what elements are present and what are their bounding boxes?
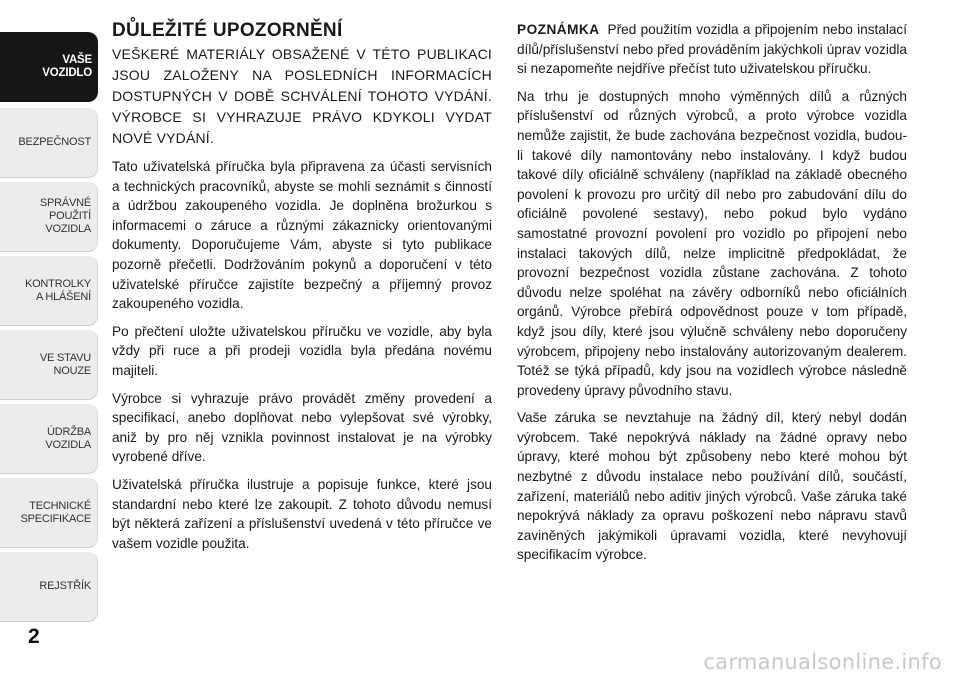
section-heading: DŮLEŽITÉ UPOZORNĚNÍ (112, 20, 343, 41)
tab-spravne-pouziti-vozidla[interactable] (0, 182, 98, 252)
section-sidebar (0, 0, 100, 678)
paragraph: Uživatelská příručka ilustruje a popisuje funkce, které jsou standardní nebo které lze zakoupit. Z tohoto důvodu nemusí být některá zařízení a příslušenství uvedená v této příručce ve vašem vozidle použita. (112, 476, 492, 551)
tab-label: VE STAVU NOUZE (39, 351, 91, 377)
note-text: Před použitím vozidla a připojením nebo instalací dílů/příslušenství nebo před prováděním jakýchkoli úprav vozidla si nezapomeňte nejdříve přečíst tuto uživatelskou příručku. (517, 22, 907, 77)
page-number: 2 (28, 625, 40, 648)
tab-technicke-specifikace[interactable] (0, 478, 98, 548)
tab-label: REJSTŘÍK (39, 580, 91, 592)
paragraph: Po přečtení uložte uživatelskou příručku ve vozidle, aby byla vždy při ruce a při prodeji vozidla byla předána novému majiteli. (112, 323, 492, 378)
paragraph: Výrobce si vyhrazuje právo provádět změny provedení a specifikací, anebo doplňovat nebo vylepšovat své výrobky, aniž by pro něj vznikla povinnost instalovat je na výrobky vyrobené dříve. (112, 390, 492, 465)
tab-label: KONTROLKY A HLÁŠENÍ (24, 277, 91, 303)
notice-caps-text: VEŠKERÉ MATERIÁLY OBSAŽENÉ V TÉTO PUBLIKACI JSOU ZALOŽENY NA POSLEDNÍCH INFORMACÍCH DOSTUPNÝCH V DOBĚ SCHVÁLENÍ TOHOTO VYDÁNÍ. VÝROBCE SI VYHRAZUJE PRÁVO KDYKOLI VYDAT NOVÉ VYDÁNÍ. (112, 46, 492, 146)
tab-label: BEZPEČNOST (18, 136, 91, 148)
tab-label: SPRÁVNÉ POUŽITÍ VOZIDLA (39, 197, 91, 235)
tab-kontrolky-a-hlaseni[interactable] (0, 256, 98, 326)
left-column (112, 20, 492, 561)
watermark: carmanualsonline.info (703, 650, 942, 674)
tab-vase-vozidlo[interactable] (0, 32, 98, 102)
right-column (517, 20, 907, 573)
tab-label: TECHNICKÉ SPECIFIKACE (20, 499, 91, 525)
tab-udrzba-vozidla[interactable] (0, 404, 98, 474)
tab-label: VAŠE VOZIDLO (42, 54, 92, 79)
tab-label: ÚDRŽBA VOZIDLA (45, 425, 91, 451)
paragraph: Na trhu je dostupných mnoho výměnných dílů a různých příslušenství od různých výrobců, a proto výrobce vozidla nemůže zajistit, že bude zachována bezpečnost vozidla, budou-li takové díly namontovány nebo instalovány. I když budou takové díly oficiálně schváleny (například na základě obecného povolení k provozu pro určitý díl nebo pro zabudování dílu do oficiálně povolené sestavy), nebo pokud bylo vydáno samostatné provozní povolení pro vozidlo po připojení nebo instalaci takových dílů, nelze implicitně předpokládat, že provozní bezpečnost vozidla zůstane zachována. Z tohoto důvodu nelze spoléhat na závěry odborníků nebo oficiálních orgánů. Výrobce přebírá odpovědnost pouze v tom případě, když jsou díly, které jsou výlučně schváleny nebo doporučeny výrobcem, připojeny nebo instalovány autorizovaným dealerem. Totéž se týká případů, kdy jsou na vozidlech výrobce následně provedeny úpravy původního stavu. (517, 88, 907, 398)
paragraph: Vaše záruka se nevztahuje na žádný díl, který nebyl dodán výrobcem. Také nepokrývá náklady na žádné opravy nebo úpravy, které mohou být způsobeny nebo které mohou být nezbytné z důvodu instalace nebo používání dílů, součástí, zařízení, materiálů nebo aditiv jiných výrobců. Vaše záruka také nepokrývá náklady za opravu poškození nebo nápravu stavů zaviněných jakýmikoli úpravami vozidla, které nevyhovují specifikacím výrobce. (517, 410, 907, 563)
paragraph: Tato uživatelská příručka byla připravena za účasti servisních a technických pracovníků, abyste se mohli seznámit s činností a údržbou zakoupeného vozidla. Je doplněna brožurkou s informacemi o záruce a různými zákaznicky orientovanými dokumenty. Doporučujeme Vám, abyste si tyto publikace pozorně přečetli. Dodržováním pokynů a doporučení v této uživatelské příručce zajistíte bezpečný a příjemný provoz zakoupeného vozidla. (112, 159, 492, 312)
note-paragraph (517, 20, 907, 79)
tab-bezpecnost[interactable] (0, 108, 98, 178)
tab-rejstrik[interactable] (0, 552, 98, 622)
tab-ve-stavu-nouze[interactable] (0, 330, 98, 400)
note-label: POZNÁMKA (517, 22, 600, 37)
